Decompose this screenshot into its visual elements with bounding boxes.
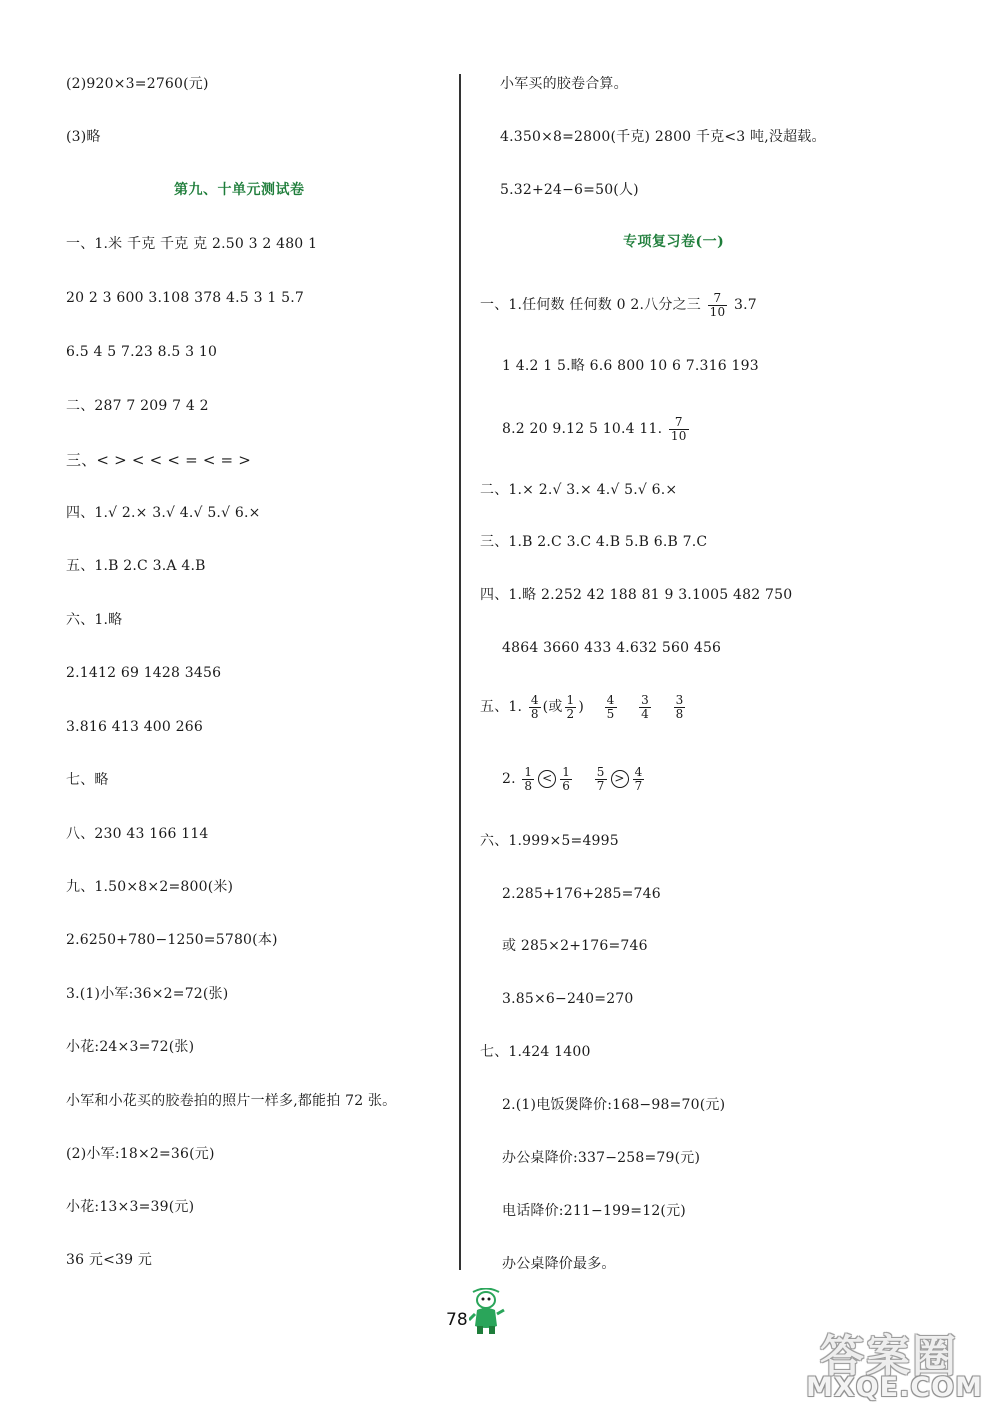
denominator: 4 — [641, 706, 649, 721]
answer-line-fractions — [480, 690, 687, 724]
answer-line: 6.5 4 5 7.23 8.5 3 10 — [66, 344, 218, 360]
answer-line: 电话降价:211−199=12(元) — [502, 1203, 686, 1219]
answer-line: 小花:24×3=72(张) — [66, 1039, 195, 1055]
answer-line: 2.6250+780−1250=5780(本) — [66, 932, 278, 948]
fraction — [529, 694, 541, 721]
answer-line: 四、1.√ 2.× 3.√ 4.√ 5.√ 6.× — [66, 505, 261, 521]
denominator: 7 — [596, 778, 605, 793]
answer-line: 一、1.米 千克 千克 克 2.50 3 2 480 1 — [66, 236, 318, 252]
denominator: 10 — [709, 304, 726, 319]
numerator: 1 — [566, 692, 575, 707]
answer-line: 3.85×6−240=270 — [502, 991, 634, 1007]
answer-line: 小军买的胶卷合算。 — [500, 76, 628, 92]
answer-line: 二、1.× 2.√ 3.× 4.√ 5.√ 6.× — [480, 482, 678, 498]
fraction — [560, 766, 572, 793]
answer-line: 1 4.2 1 5.略 6.6 800 10 6 7.316 193 — [502, 358, 759, 374]
circled-greater-than: > — [611, 770, 629, 788]
answer-line: 六、1.999×5=4995 — [480, 833, 619, 849]
denominator: 10 — [670, 428, 687, 443]
answer-line-compare — [502, 762, 646, 796]
answer-line: 5.32+24−6=50(人) — [500, 182, 639, 198]
text: (或 — [542, 699, 563, 715]
fraction — [605, 694, 617, 721]
fraction — [674, 694, 686, 721]
page-number: 78 — [446, 1310, 468, 1330]
answer-line: (2)920×3=2760(元) — [66, 76, 209, 92]
answer-line: 36 元<39 元 — [66, 1252, 153, 1268]
answer-line: 五、1.B 2.C 3.A 4.B — [66, 558, 206, 574]
answer-line: 3.(1)小军:36×2=72(张) — [66, 986, 229, 1002]
answer-line: 九、1.50×8×2=800(米) — [66, 879, 234, 895]
answer-line: 3.816 413 400 266 — [66, 719, 203, 735]
denominator: 2 — [566, 706, 575, 721]
text: 一、1.任何数 任何数 0 2.八分之三 — [480, 297, 701, 313]
fraction — [639, 694, 651, 721]
answer-line: 办公桌降价:337−258=79(元) — [502, 1150, 701, 1166]
denominator: 6 — [562, 778, 571, 793]
denominator: 8 — [530, 706, 539, 721]
numerator: 1 — [562, 764, 571, 779]
numerator: 4 — [530, 692, 539, 707]
denominator: 8 — [675, 706, 684, 721]
watermark-site: MXQE.COM — [806, 1372, 983, 1403]
cartoon-mascot-icon — [469, 1288, 505, 1336]
numerator: 3 — [641, 692, 649, 707]
denominator: 5 — [606, 706, 615, 721]
fraction — [633, 766, 645, 793]
numerator: 3 — [675, 692, 684, 707]
text: 五、1. — [480, 699, 523, 715]
answer-line: 八、230 43 166 114 — [66, 826, 209, 842]
answer-line: 七、略 — [66, 772, 109, 788]
answer-line: 三、1.B 2.C 3.C 4.B 5.B 6.B 7.C — [480, 534, 708, 550]
answer-line: (2)小军:18×2=36(元) — [66, 1146, 215, 1162]
answer-line: (3)略 — [66, 129, 101, 145]
fraction — [708, 292, 728, 319]
answer-line: 2.1412 69 1428 3456 — [66, 665, 222, 681]
text: 3.7 — [733, 297, 757, 313]
numerator: 7 — [708, 292, 728, 306]
denominator: 7 — [634, 778, 643, 793]
section-title: 专项复习卷(一) — [623, 234, 725, 250]
text: 8.2 20 9.12 5 10.4 11. — [502, 421, 663, 437]
numerator: 4 — [634, 764, 643, 779]
fraction — [565, 694, 577, 721]
answer-line: 2.285+176+285=746 — [502, 886, 661, 902]
answer-line: 4.350×8=2800(千克) 2800 千克<3 吨,没超载。 — [500, 129, 826, 145]
answer-line: 2.(1)电饭煲降价:168−98=70(元) — [502, 1097, 726, 1113]
numerator: 1 — [524, 764, 533, 779]
answer-line: 或 285×2+176=746 — [502, 938, 648, 954]
numerator: 5 — [596, 764, 605, 779]
answer-line: 三、< > < < < = < = > — [66, 451, 252, 469]
circled-less-than: < — [538, 770, 556, 788]
answer-line: 小军和小花买的胶卷拍的照片一样多,都能拍 72 张。 — [66, 1093, 397, 1109]
text: 2. — [502, 771, 516, 787]
answer-line-fraction — [480, 288, 757, 322]
fraction — [595, 766, 607, 793]
answer-line: 六、1.略 — [66, 612, 123, 628]
fraction — [522, 766, 534, 793]
answer-line: 小花:13×3=39(元) — [66, 1199, 195, 1215]
numerator: 7 — [669, 416, 689, 430]
answer-line: 办公桌降价最多。 — [502, 1256, 616, 1272]
answer-line-fraction — [502, 412, 691, 446]
answer-line: 四、1.略 2.252 42 188 81 9 3.1005 482 750 — [480, 587, 793, 603]
denominator: 8 — [524, 778, 533, 793]
answer-line: 20 2 3 600 3.108 378 4.5 3 1 5.7 — [66, 290, 304, 306]
section-title: 第九、十单元测试卷 — [174, 182, 305, 198]
answer-line: 二、287 7 209 7 4 2 — [66, 398, 209, 414]
answer-line: 4864 3660 433 4.632 560 456 — [502, 640, 722, 656]
fraction — [669, 416, 689, 443]
watermark-logo: 答案圈 — [820, 1331, 958, 1382]
answer-line: 七、1.424 1400 — [480, 1044, 591, 1060]
numerator: 4 — [606, 692, 615, 707]
column-divider — [459, 74, 461, 1270]
text: ) — [578, 699, 585, 715]
